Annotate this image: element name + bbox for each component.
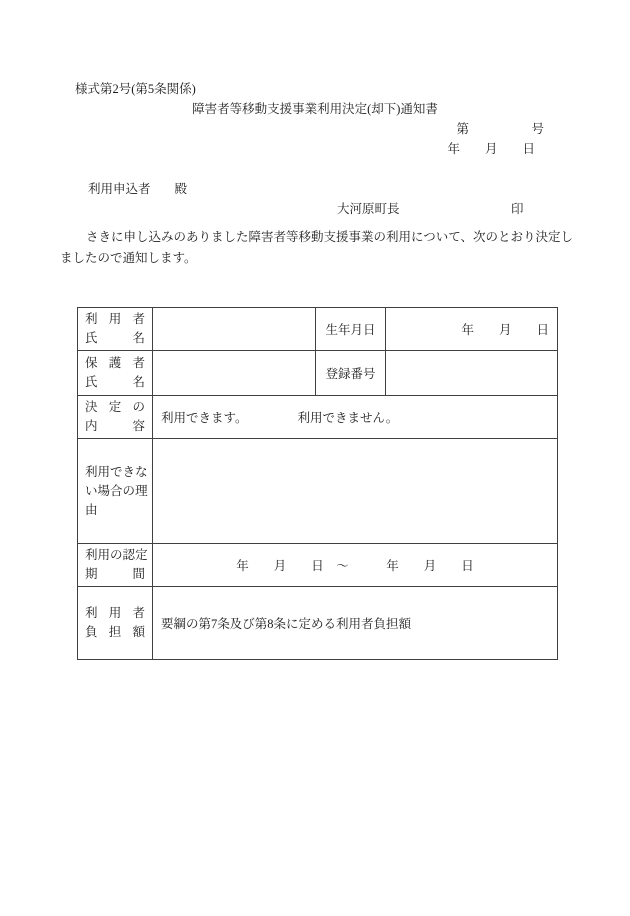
guardian-name-value — [153, 351, 316, 396]
seal-mark: 印 — [511, 202, 524, 216]
user-name-row — [78, 308, 558, 351]
decision-value — [153, 396, 558, 439]
decision-label: 決 定 の 内 容 — [78, 396, 153, 439]
rejection-reason-value — [153, 439, 558, 544]
rejection-reason-label: 利 用 で き な い 場 合 の 理 由 — [78, 439, 153, 544]
approved-period-value: 年 月 日 ～ 年 月 日 — [153, 544, 558, 587]
notice-body: さきに申し込みのありました障害者等移動支援事業の利用について、次のとおり決定しましたので通知します。 — [60, 230, 574, 265]
doc-date: 年 月 日 — [447, 142, 535, 156]
applicant-line — [88, 181, 187, 198]
issuer-line — [0, 201, 630, 219]
applicant-honorific: 殿 — [174, 182, 188, 196]
user-charge-value: 要綱の第7条及び第8条に定める利用者負担額 — [153, 587, 558, 660]
approved-period-row — [78, 544, 558, 587]
applicant-label: 利用申込者 — [88, 182, 151, 196]
decision-option-accept: 利用できます。 — [161, 411, 248, 425]
guardian-name-label: 保 護 者 氏 名 — [78, 351, 153, 396]
guardian-name-row — [78, 351, 558, 396]
user-charge-label: 利 用 者 負 担 額 — [78, 587, 153, 660]
issuer-name: 大河原町長 — [337, 202, 400, 216]
user-name-label: 利 用 者 氏 名 — [78, 308, 153, 351]
doc-number: 第 号 — [456, 122, 544, 136]
rejection-reason-row — [78, 439, 558, 544]
page-title: 障害者等移動支援事業利用決定(却下)通知書 — [192, 102, 438, 116]
birth-date-label: 生年月日 — [316, 308, 386, 351]
user-name-value — [153, 308, 316, 351]
birth-date-value: 年 月 日 — [386, 308, 558, 351]
registration-number-label: 登録番号 — [316, 351, 386, 396]
user-charge-row — [78, 587, 558, 660]
decision-option-reject: 利用できません。 — [297, 411, 399, 425]
decision-table — [77, 307, 558, 660]
decision-row — [78, 396, 558, 439]
registration-number-value — [386, 351, 558, 396]
form-id: 様式第2号(第5条関係) — [75, 82, 196, 96]
approved-period-label: 利 用 の 認 定 期 間 — [78, 544, 153, 587]
